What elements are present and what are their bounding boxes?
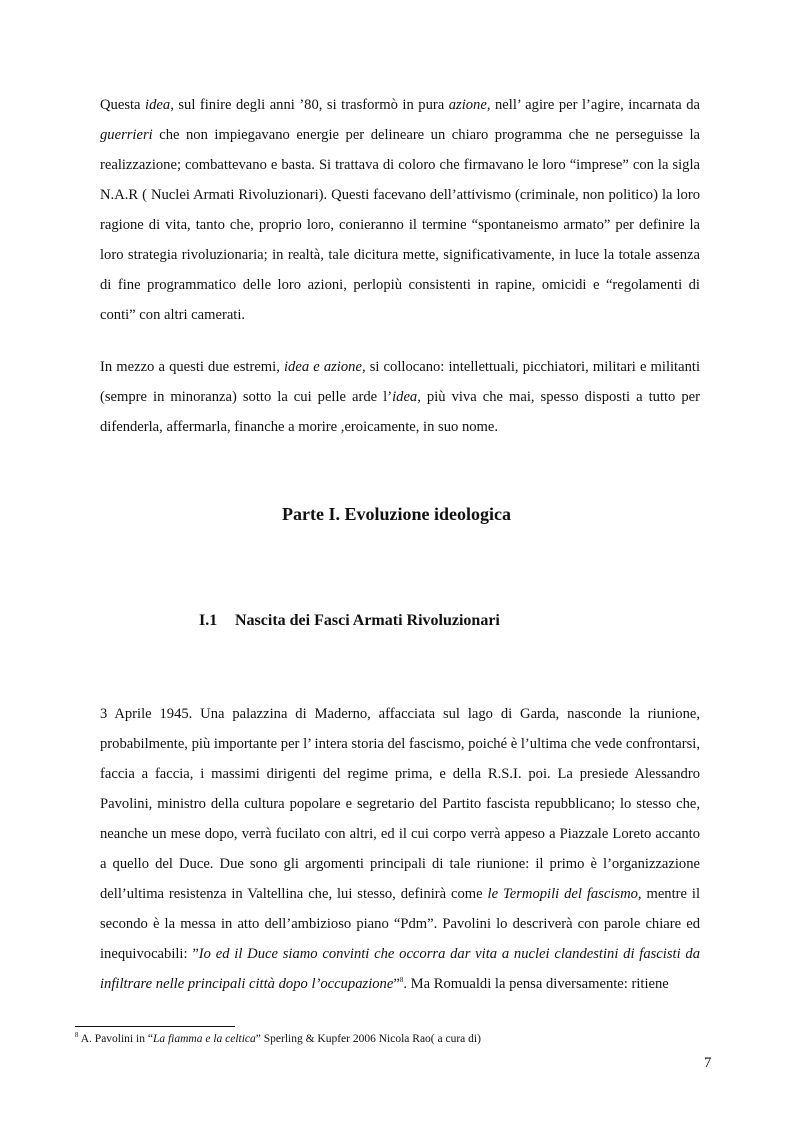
footnote-marker: 8	[75, 1031, 79, 1040]
paragraph-idea-azione	[100, 352, 700, 442]
paragraph-maderno	[100, 699, 700, 999]
text-run: , sul finire degli anni ’80, si trasformò in pura	[170, 97, 449, 113]
italic-text: idea	[145, 97, 171, 113]
text-run: mentre il secondo è la messa in atto dell’ambizioso piano “Pdm”. Pavolini lo descriverà con parole chiare ed inequivocabili: ”	[100, 886, 700, 962]
text-run: ”	[393, 976, 400, 992]
italic-text: Io ed il Duce siamo convinti che occorra dar vita a nuclei clandestini di fascisti da infiltrare nelle principali città dopo l’occupazione	[100, 946, 700, 992]
text-run: . Ma Romualdi la pensa diversamente: ritiene	[403, 976, 669, 992]
text-run: , si collocano: intellettuali, picchiatori, militari e militanti (sempre in minoranza) sotto la cui pelle arde l’	[100, 359, 700, 405]
footnote-text-run: A. Pavolini in “	[78, 1033, 153, 1045]
text-run: , nell’ agire per l’agire, incarnata da	[486, 97, 700, 113]
paragraph-nar	[100, 90, 700, 330]
footnote-italic-text: La fiamma e la celtica	[152, 1033, 256, 1045]
footnote-text	[79, 1033, 481, 1045]
text-run: , più viva che mai, spesso disposti a tutto per difenderla, affermarla, finanche a morire ,eroicamente, in suo nome.	[100, 389, 701, 435]
section-heading	[199, 612, 500, 630]
section-number: I.1	[199, 612, 218, 629]
text-run: 3 Aprile 1945. Una palazzina di Maderno, affacciata sul lago di Garda, nasconde la riunione, probabilmente, più importante per l’ intera storia del fascismo, poiché è l’ultima che vede confrontarsi, faccia a faccia, i massimi dirigenti del regime prima, e della R.S.I. poi. La presiede Alessandro Pavolini, ministro della cultura popolare e segretario del Partito fascista repubblicano; lo stesso che, neanche un mese dopo, verrà fucilato con altri, ed il cui corpo verrà appeso a Piazzale Loreto accanto a quello del Duce. Due sono gli argomenti principali di tale riunione: il primo è l’organizzazione dell’ultima resistenza in Valtellina che, lui stesso, definirà come	[100, 706, 700, 902]
italic-text: le Termopili del fascismo,	[487, 886, 642, 902]
text-run: Questa	[100, 97, 146, 113]
footnote	[75, 1031, 481, 1047]
italic-text: guerrieri	[100, 127, 153, 143]
footnote-reference: 8	[399, 976, 404, 985]
italic-text: idea e azione	[283, 359, 362, 375]
footnote-text-run: ” Sperling & Kupfer 2006 Nicola Rao( a cura di)	[255, 1033, 481, 1045]
part-heading: Parte I. Evoluzione ideologica	[282, 504, 511, 524]
section-title: Nascita dei Fasci Armati Rivoluzionari	[235, 612, 500, 629]
text-run: In mezzo a questi due estremi,	[100, 359, 284, 375]
page-number: 7	[704, 1055, 712, 1071]
italic-text: azione	[448, 97, 487, 113]
italic-text: idea	[392, 389, 418, 405]
footnote-divider	[75, 1026, 235, 1027]
text-run: che non impiegavano energie per delineare un chiaro programma che ne perseguisse la realizzazione; combattevano e basta. Si trattava di coloro che firmavano le loro “imprese” con la sigla N.A.R ( Nuclei Armati Rivoluzionari). Questi facevano dell’attivismo (criminale, non politico) la loro ragione di vita, tanto che, proprio loro, conieranno il termine “spontaneismo armato” per definire la loro strategia rivoluzionaria; in realtà, tale dicitura mette, significativamente, in luce la totale assenza di fine programmatico delle loro azioni, perlopiù consistenti in rapine, omicidi e “regolamenti di conti” con altri camerati.	[100, 127, 700, 323]
